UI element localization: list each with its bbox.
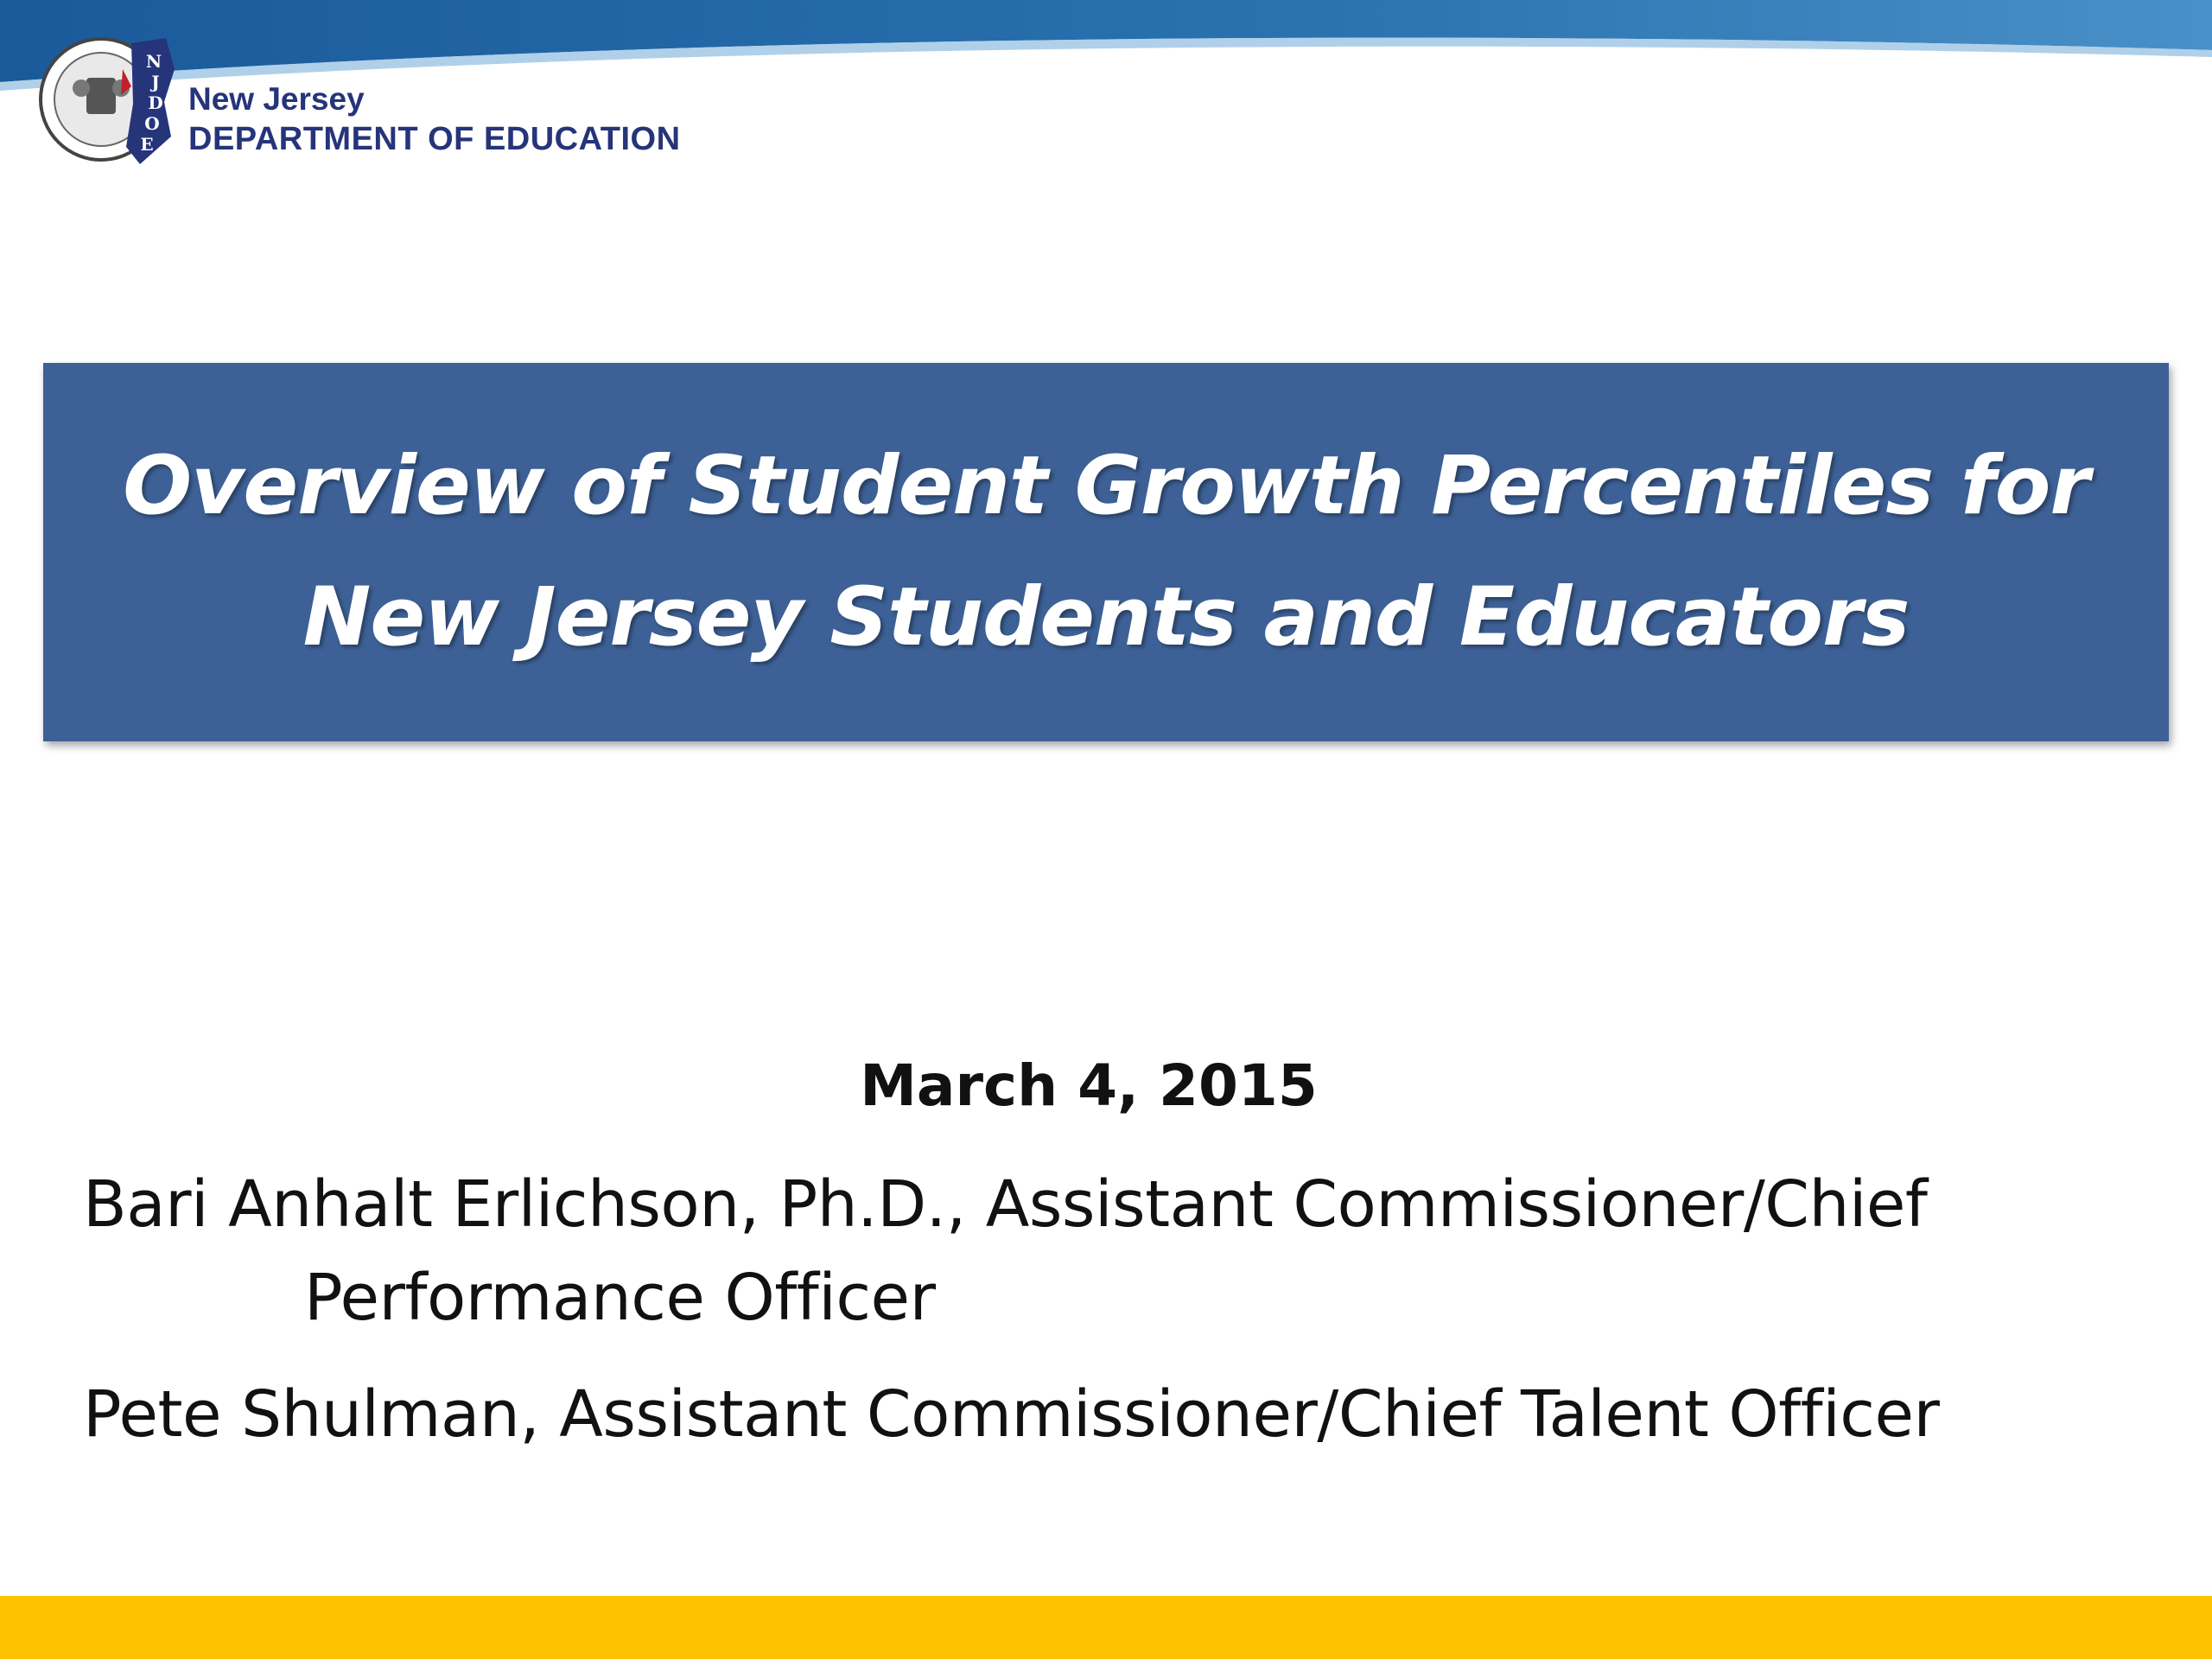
svg-text:E: E xyxy=(140,134,154,155)
svg-text:O: O xyxy=(144,113,160,134)
title-line1: Overview of Student Growth Percentiles for xyxy=(123,439,2089,533)
org-name-line1: New Jersey xyxy=(188,81,365,117)
org-name xyxy=(188,79,681,159)
svg-text:N: N xyxy=(145,51,162,72)
presentation-date: March 4, 2015 xyxy=(860,1052,1318,1119)
njdoe-seal-logo xyxy=(36,35,179,168)
presenter-1-line1: Bari Anhalt Erlichson, Ph.D., Assistant Commissioner/Chief xyxy=(83,1167,1928,1242)
footer-bar xyxy=(0,1596,2212,1659)
svg-text:J: J xyxy=(151,72,160,92)
presenter-1-line2: Performance Officer xyxy=(304,1261,936,1335)
org-name-line2: DEPARTMENT OF EDUCATION xyxy=(188,121,681,157)
svg-text:D: D xyxy=(148,92,163,113)
title-box xyxy=(43,363,2169,741)
presenter-2: Pete Shulman, Assistant Commissioner/Chief Talent Officer xyxy=(83,1377,1940,1452)
title-line2: New Jersey Students and Educators xyxy=(302,570,1910,664)
